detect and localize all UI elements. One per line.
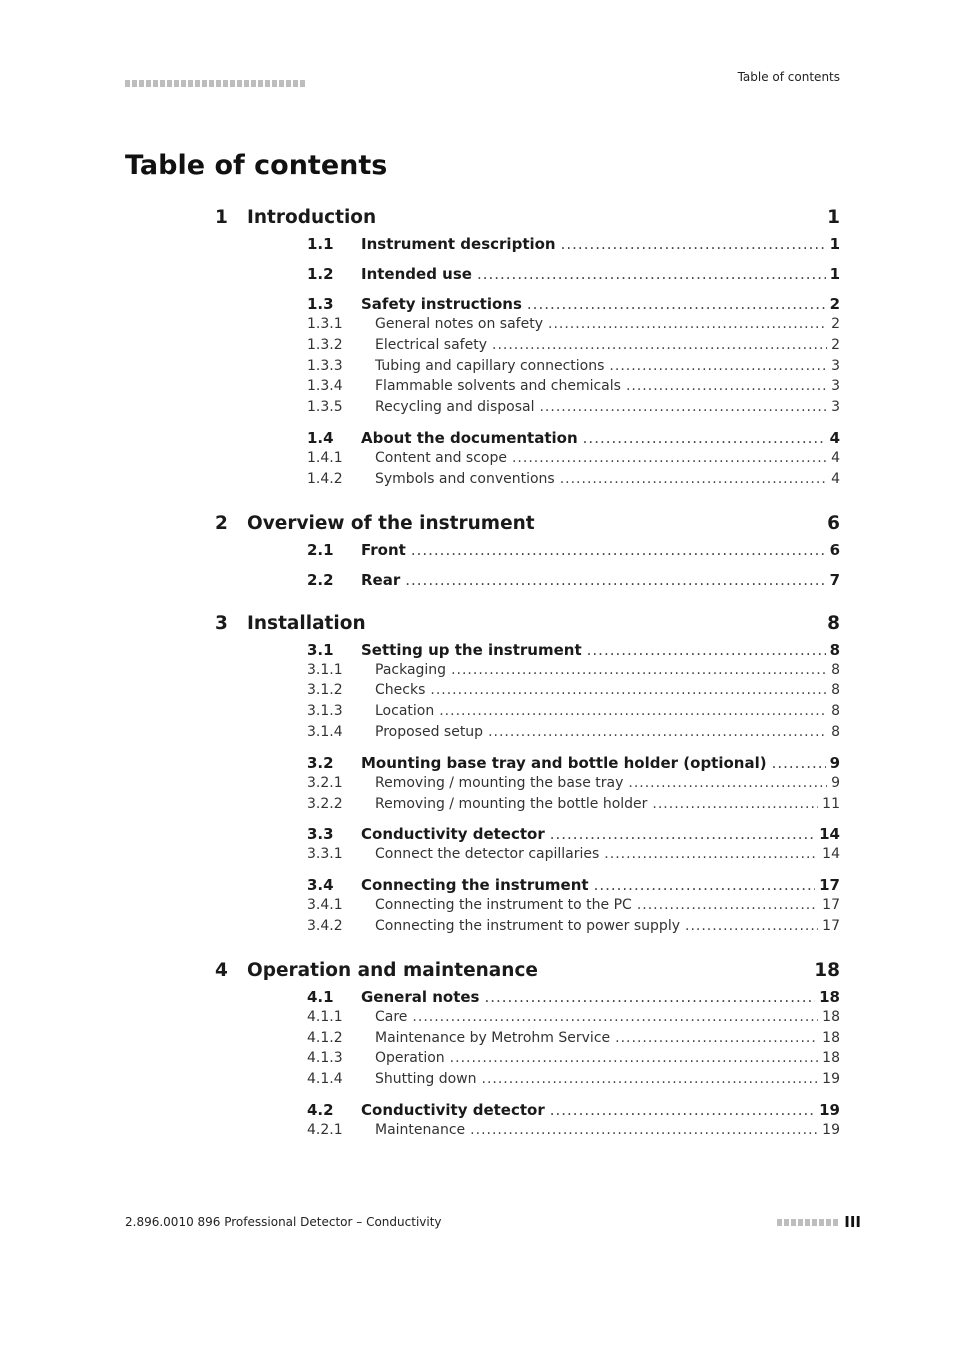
decorative-mark xyxy=(791,1219,796,1226)
toc-subsection-entry[interactable] xyxy=(215,680,840,701)
section-number: 1.4 xyxy=(307,428,334,447)
subsection-title: Maintenance by Metrohm Service xyxy=(375,1029,611,1046)
toc-section-entry[interactable] xyxy=(215,640,840,660)
subsection-title-group xyxy=(375,314,827,335)
subsection-number: 3.4.2 xyxy=(307,917,343,934)
decorative-mark xyxy=(833,1219,838,1226)
section-page: 14 xyxy=(819,825,840,844)
footer-document-title: 2.896.0010 896 Professional Detector – Conductivity xyxy=(125,1215,442,1229)
toc-section-entry[interactable] xyxy=(215,987,840,1007)
subsection-title-group xyxy=(375,680,827,701)
section-leader-dots xyxy=(550,824,815,844)
subsection-leader-dots xyxy=(430,680,827,701)
section-page: 17 xyxy=(819,876,840,895)
subsection-leader-dots xyxy=(451,660,827,681)
decorative-mark xyxy=(195,80,200,87)
toc-subsection-entry[interactable] xyxy=(215,448,840,469)
subsection-number: 3.2.2 xyxy=(307,795,343,812)
subsection-title: Electrical safety xyxy=(375,336,487,353)
section-title: Instrument description xyxy=(361,235,556,253)
page-title: Table of contents xyxy=(125,150,388,181)
decorative-mark xyxy=(279,80,284,87)
section-number: 3.1 xyxy=(307,640,334,659)
chapter-page: 6 xyxy=(827,512,840,534)
subsection-title-group xyxy=(375,397,827,418)
subsection-number: 4.2.1 xyxy=(307,1121,343,1138)
toc-chapter-entry[interactable] xyxy=(215,205,840,231)
decorative-mark xyxy=(819,1219,824,1226)
chapter-number: 3 xyxy=(215,612,228,634)
subsection-number: 3.1.2 xyxy=(307,682,343,699)
subsection-leader-dots xyxy=(560,469,827,490)
toc-section-entry[interactable] xyxy=(215,824,840,844)
subsection-page: 8 xyxy=(831,682,840,699)
decorative-mark xyxy=(188,80,193,87)
section-title: General notes xyxy=(361,987,480,1006)
section-title: Safety instructions xyxy=(361,295,522,313)
toc-subsection-entry[interactable] xyxy=(215,376,840,397)
section-title: About the documentation xyxy=(361,428,578,447)
toc-subsection-entry[interactable] xyxy=(215,1007,840,1028)
section-leader-dots xyxy=(587,640,826,660)
toc-subsection-entry[interactable] xyxy=(215,1120,840,1141)
subsection-number: 3.4.1 xyxy=(307,897,343,914)
toc-chapter-entry[interactable] xyxy=(215,511,840,537)
chapter-page: 18 xyxy=(814,959,840,981)
subsection-leader-dots xyxy=(539,397,827,418)
decorative-mark xyxy=(293,80,298,87)
decorative-mark xyxy=(174,80,179,87)
subsection-title-group xyxy=(375,448,827,469)
toc-subsection-entry[interactable] xyxy=(215,701,840,722)
decorative-mark xyxy=(167,80,172,87)
subsection-leader-dots xyxy=(482,1069,819,1090)
decorative-mark xyxy=(237,80,242,87)
toc-subsection-entry[interactable] xyxy=(215,660,840,681)
subsection-number: 4.1.4 xyxy=(307,1071,343,1088)
decorative-mark xyxy=(265,80,270,87)
chapter-number: 2 xyxy=(215,512,228,534)
toc-subsection-entry[interactable] xyxy=(215,916,840,937)
section-leader-dots xyxy=(527,294,826,314)
subsection-title: Packaging xyxy=(375,661,447,678)
subsection-number: 4.1.2 xyxy=(307,1029,343,1046)
subsection-number: 1.4.2 xyxy=(307,470,343,487)
section-page: 18 xyxy=(819,987,840,1006)
decorative-mark xyxy=(223,80,228,87)
section-title-group xyxy=(361,294,826,314)
section-page: 9 xyxy=(829,753,840,772)
subsection-number: 3.2.1 xyxy=(307,774,343,791)
toc-subsection-entry[interactable] xyxy=(215,1069,840,1090)
subsection-number: 3.1.4 xyxy=(307,723,343,740)
section-number: 1.1 xyxy=(307,235,334,253)
toc-subsection-entry[interactable] xyxy=(215,1048,840,1069)
section-number: 3.4 xyxy=(307,876,334,895)
subsection-page: 3 xyxy=(831,378,840,395)
section-number: 4.2 xyxy=(307,1100,334,1119)
decorative-mark xyxy=(216,80,221,87)
subsection-number: 1.3.4 xyxy=(307,378,343,395)
subsection-page: 14 xyxy=(822,846,840,863)
section-leader-dots xyxy=(405,570,825,590)
subsection-number: 4.1.3 xyxy=(307,1050,343,1067)
subsection-page: 8 xyxy=(831,703,840,720)
chapter-number: 4 xyxy=(215,959,228,981)
header-decorative-marks xyxy=(125,72,305,91)
toc-subsection-entry[interactable] xyxy=(215,356,840,377)
decorative-mark xyxy=(812,1219,817,1226)
subsection-title: General notes on safety xyxy=(375,316,543,332)
toc-section-entry[interactable] xyxy=(215,875,840,895)
subsection-leader-dots xyxy=(548,314,827,335)
section-number: 3.2 xyxy=(307,753,334,772)
toc-chapter-entry[interactable] xyxy=(215,958,840,984)
section-title-group xyxy=(361,428,826,448)
subsection-title: Removing / mounting the base tray xyxy=(375,774,624,791)
subsection-title: Removing / mounting the bottle holder xyxy=(375,795,648,812)
subsection-page: 19 xyxy=(822,1121,840,1138)
section-page: 1 xyxy=(829,235,840,253)
subsection-number: 1.3.3 xyxy=(307,357,343,374)
section-page: 2 xyxy=(829,295,840,313)
subsection-title: Location xyxy=(375,703,435,720)
section-number: 2.1 xyxy=(307,540,334,559)
subsection-leader-dots xyxy=(450,1048,819,1069)
subsection-leader-dots xyxy=(439,701,827,722)
section-leader-dots xyxy=(561,234,826,254)
subsection-title-group xyxy=(375,844,818,865)
subsection-title-group xyxy=(375,660,827,681)
decorative-mark xyxy=(798,1219,803,1226)
section-page: 4 xyxy=(829,428,840,447)
subsection-leader-dots xyxy=(628,773,827,794)
subsection-leader-dots xyxy=(615,1028,818,1049)
chapter-page: 8 xyxy=(827,612,840,634)
section-leader-dots xyxy=(484,987,815,1007)
subsection-title-group xyxy=(375,469,827,490)
subsection-number: 1.3.1 xyxy=(307,316,343,332)
decorative-mark xyxy=(125,80,130,87)
page-number: III xyxy=(844,1213,861,1231)
decorative-mark xyxy=(805,1219,810,1226)
decorative-mark xyxy=(230,80,235,87)
toc-section-entry[interactable] xyxy=(215,428,840,448)
toc-subsection-entry[interactable] xyxy=(215,314,840,335)
section-title: Setting up the instrument xyxy=(361,640,582,659)
section-title: Connecting the instrument xyxy=(361,876,589,895)
decorative-mark xyxy=(272,80,277,87)
toc-subsection-entry[interactable] xyxy=(215,469,840,490)
subsection-number: 3.1.3 xyxy=(307,703,343,720)
chapter-number: 1 xyxy=(215,207,228,228)
subsection-page: 18 xyxy=(822,1050,840,1067)
toc-section-entry[interactable] xyxy=(215,1100,840,1120)
subsection-title-group xyxy=(375,1120,818,1141)
decorative-mark xyxy=(160,80,165,87)
subsection-page: 11 xyxy=(822,795,840,812)
subsection-page: 8 xyxy=(831,723,840,740)
section-title-group xyxy=(361,824,815,844)
toc-subsection-entry[interactable] xyxy=(215,397,840,418)
section-title-group xyxy=(361,640,826,660)
subsection-title-group xyxy=(375,335,827,356)
section-title-group xyxy=(361,987,815,1007)
subsection-page: 18 xyxy=(822,1029,840,1046)
subsection-title: Proposed setup xyxy=(375,723,484,740)
subsection-leader-dots xyxy=(488,722,827,743)
decorative-mark xyxy=(202,80,207,87)
subsection-page: 4 xyxy=(831,470,840,487)
decorative-mark xyxy=(784,1219,789,1226)
subsection-title: Care xyxy=(375,1008,408,1025)
section-leader-dots xyxy=(411,540,826,560)
section-title-group xyxy=(361,264,826,284)
subsection-page: 3 xyxy=(831,357,840,374)
section-title-group xyxy=(361,1100,815,1120)
toc-section-entry[interactable] xyxy=(215,540,840,560)
decorative-mark xyxy=(251,80,256,87)
decorative-mark xyxy=(153,80,158,87)
subsection-title-group xyxy=(375,701,827,722)
subsection-title-group xyxy=(375,1007,818,1028)
decorative-mark xyxy=(300,80,305,87)
subsection-title: Checks xyxy=(375,682,426,699)
subsection-title: Operation xyxy=(375,1050,445,1067)
toc-chapter-entry[interactable] xyxy=(215,611,840,637)
section-leader-dots xyxy=(594,875,816,895)
subsection-number: 3.3.1 xyxy=(307,846,343,863)
toc-section-entry[interactable] xyxy=(215,294,840,314)
toc-subsection-entry[interactable] xyxy=(215,794,840,815)
toc-subsection-entry[interactable] xyxy=(215,773,840,794)
table-of-contents xyxy=(215,205,840,1141)
subsection-number: 3.1.1 xyxy=(307,661,343,678)
toc-subsection-entry[interactable] xyxy=(215,1028,840,1049)
toc-subsection-entry[interactable] xyxy=(215,722,840,743)
toc-section-entry[interactable] xyxy=(215,570,840,590)
subsection-title: Shutting down xyxy=(375,1071,477,1088)
subsection-title: Content and scope xyxy=(375,449,507,466)
section-number: 1.3 xyxy=(307,295,334,313)
subsection-number: 1.3.2 xyxy=(307,336,343,353)
section-title: Rear xyxy=(361,570,401,589)
subsection-title: Connecting the instrument to power supply xyxy=(375,917,680,934)
subsection-title: Maintenance xyxy=(375,1121,466,1138)
subsection-page: 8 xyxy=(831,661,840,678)
subsection-title: Flammable solvents and chemicals xyxy=(375,378,621,395)
subsection-page: 4 xyxy=(831,449,840,466)
subsection-leader-dots xyxy=(512,448,827,469)
subsection-leader-dots xyxy=(652,794,818,815)
chapter-title: Operation and maintenance xyxy=(247,959,538,981)
chapter-title: Installation xyxy=(247,612,366,634)
section-page: 8 xyxy=(829,640,840,659)
decorative-mark xyxy=(826,1219,831,1226)
decorative-mark xyxy=(146,80,151,87)
section-title: Conductivity detector xyxy=(361,825,545,844)
subsection-leader-dots xyxy=(412,1007,818,1028)
decorative-mark xyxy=(181,80,186,87)
decorative-mark xyxy=(777,1219,782,1226)
decorative-mark xyxy=(139,80,144,87)
toc-section-entry[interactable] xyxy=(215,264,840,284)
footer-decorative-marks xyxy=(777,1219,838,1226)
subsection-number: 4.1.1 xyxy=(307,1008,343,1025)
subsection-title-group xyxy=(375,895,818,916)
subsection-title-group xyxy=(375,916,818,937)
subsection-page: 17 xyxy=(822,897,840,914)
decorative-mark xyxy=(258,80,263,87)
subsection-title-group xyxy=(375,794,818,815)
section-page: 19 xyxy=(819,1100,840,1119)
section-title-group xyxy=(361,570,826,590)
subsection-leader-dots xyxy=(626,376,827,397)
subsection-title-group xyxy=(375,376,827,397)
decorative-mark xyxy=(209,80,214,87)
section-title: Conductivity detector xyxy=(361,1100,545,1119)
section-number: 1.2 xyxy=(307,265,334,283)
decorative-mark xyxy=(132,80,137,87)
subsection-number: 1.3.5 xyxy=(307,399,343,416)
subsection-leader-dots xyxy=(604,844,818,865)
subsection-leader-dots xyxy=(685,916,818,937)
subsection-leader-dots xyxy=(637,895,818,916)
section-page: 6 xyxy=(829,540,840,559)
subsection-page: 9 xyxy=(831,774,840,791)
section-title: Front xyxy=(361,540,406,559)
subsection-title-group xyxy=(375,1028,818,1049)
section-title-group xyxy=(361,875,815,895)
decorative-mark xyxy=(286,80,291,87)
header-section-title: Table of contents xyxy=(737,70,840,84)
toc-subsection-entry[interactable] xyxy=(215,335,840,356)
toc-section-entry[interactable] xyxy=(215,234,840,254)
chapter-title: Overview of the instrument xyxy=(247,512,535,534)
subsection-title: Tubing and capillary connections xyxy=(375,357,605,374)
section-title: Intended use xyxy=(361,265,472,283)
subsection-page: 18 xyxy=(822,1008,840,1025)
subsection-page: 2 xyxy=(831,316,840,332)
section-number: 2.2 xyxy=(307,570,334,589)
toc-section-entry[interactable] xyxy=(215,753,840,773)
subsection-title: Connecting the instrument to the PC xyxy=(375,897,632,914)
chapter-title: Introduction xyxy=(247,207,377,228)
section-number: 4.1 xyxy=(307,987,334,1006)
subsection-title-group xyxy=(375,773,827,794)
footer-page-number-group xyxy=(777,1213,861,1231)
subsection-leader-dots xyxy=(470,1120,818,1141)
subsection-title-group xyxy=(375,1048,818,1069)
subsection-title-group xyxy=(375,356,827,377)
subsection-title: Connect the detector capillaries xyxy=(375,846,600,863)
subsection-page: 2 xyxy=(831,336,840,353)
chapter-page: 1 xyxy=(827,207,840,228)
decorative-mark xyxy=(244,80,249,87)
subsection-title-group xyxy=(375,722,827,743)
section-leader-dots xyxy=(583,428,826,448)
section-page: 1 xyxy=(829,265,840,283)
subsection-number: 1.4.1 xyxy=(307,449,343,466)
section-leader-dots xyxy=(477,264,826,284)
section-title-group xyxy=(361,540,826,560)
subsection-leader-dots xyxy=(492,335,827,356)
toc-subsection-entry[interactable] xyxy=(215,895,840,916)
section-leader-dots xyxy=(550,1100,815,1120)
section-page: 7 xyxy=(829,570,840,589)
subsection-title-group xyxy=(375,1069,818,1090)
section-number: 3.3 xyxy=(307,825,334,844)
section-title: Mounting base tray and bottle holder (optional) xyxy=(361,753,767,772)
section-title-group xyxy=(361,753,826,773)
section-title-group xyxy=(361,234,826,254)
subsection-page: 19 xyxy=(822,1071,840,1088)
subsection-page: 17 xyxy=(822,917,840,934)
subsection-title: Recycling and disposal xyxy=(375,399,535,416)
subsection-leader-dots xyxy=(609,356,827,377)
section-leader-dots xyxy=(772,753,826,773)
toc-subsection-entry[interactable] xyxy=(215,844,840,865)
subsection-page: 3 xyxy=(831,399,840,416)
subsection-title: Symbols and conventions xyxy=(375,470,555,487)
